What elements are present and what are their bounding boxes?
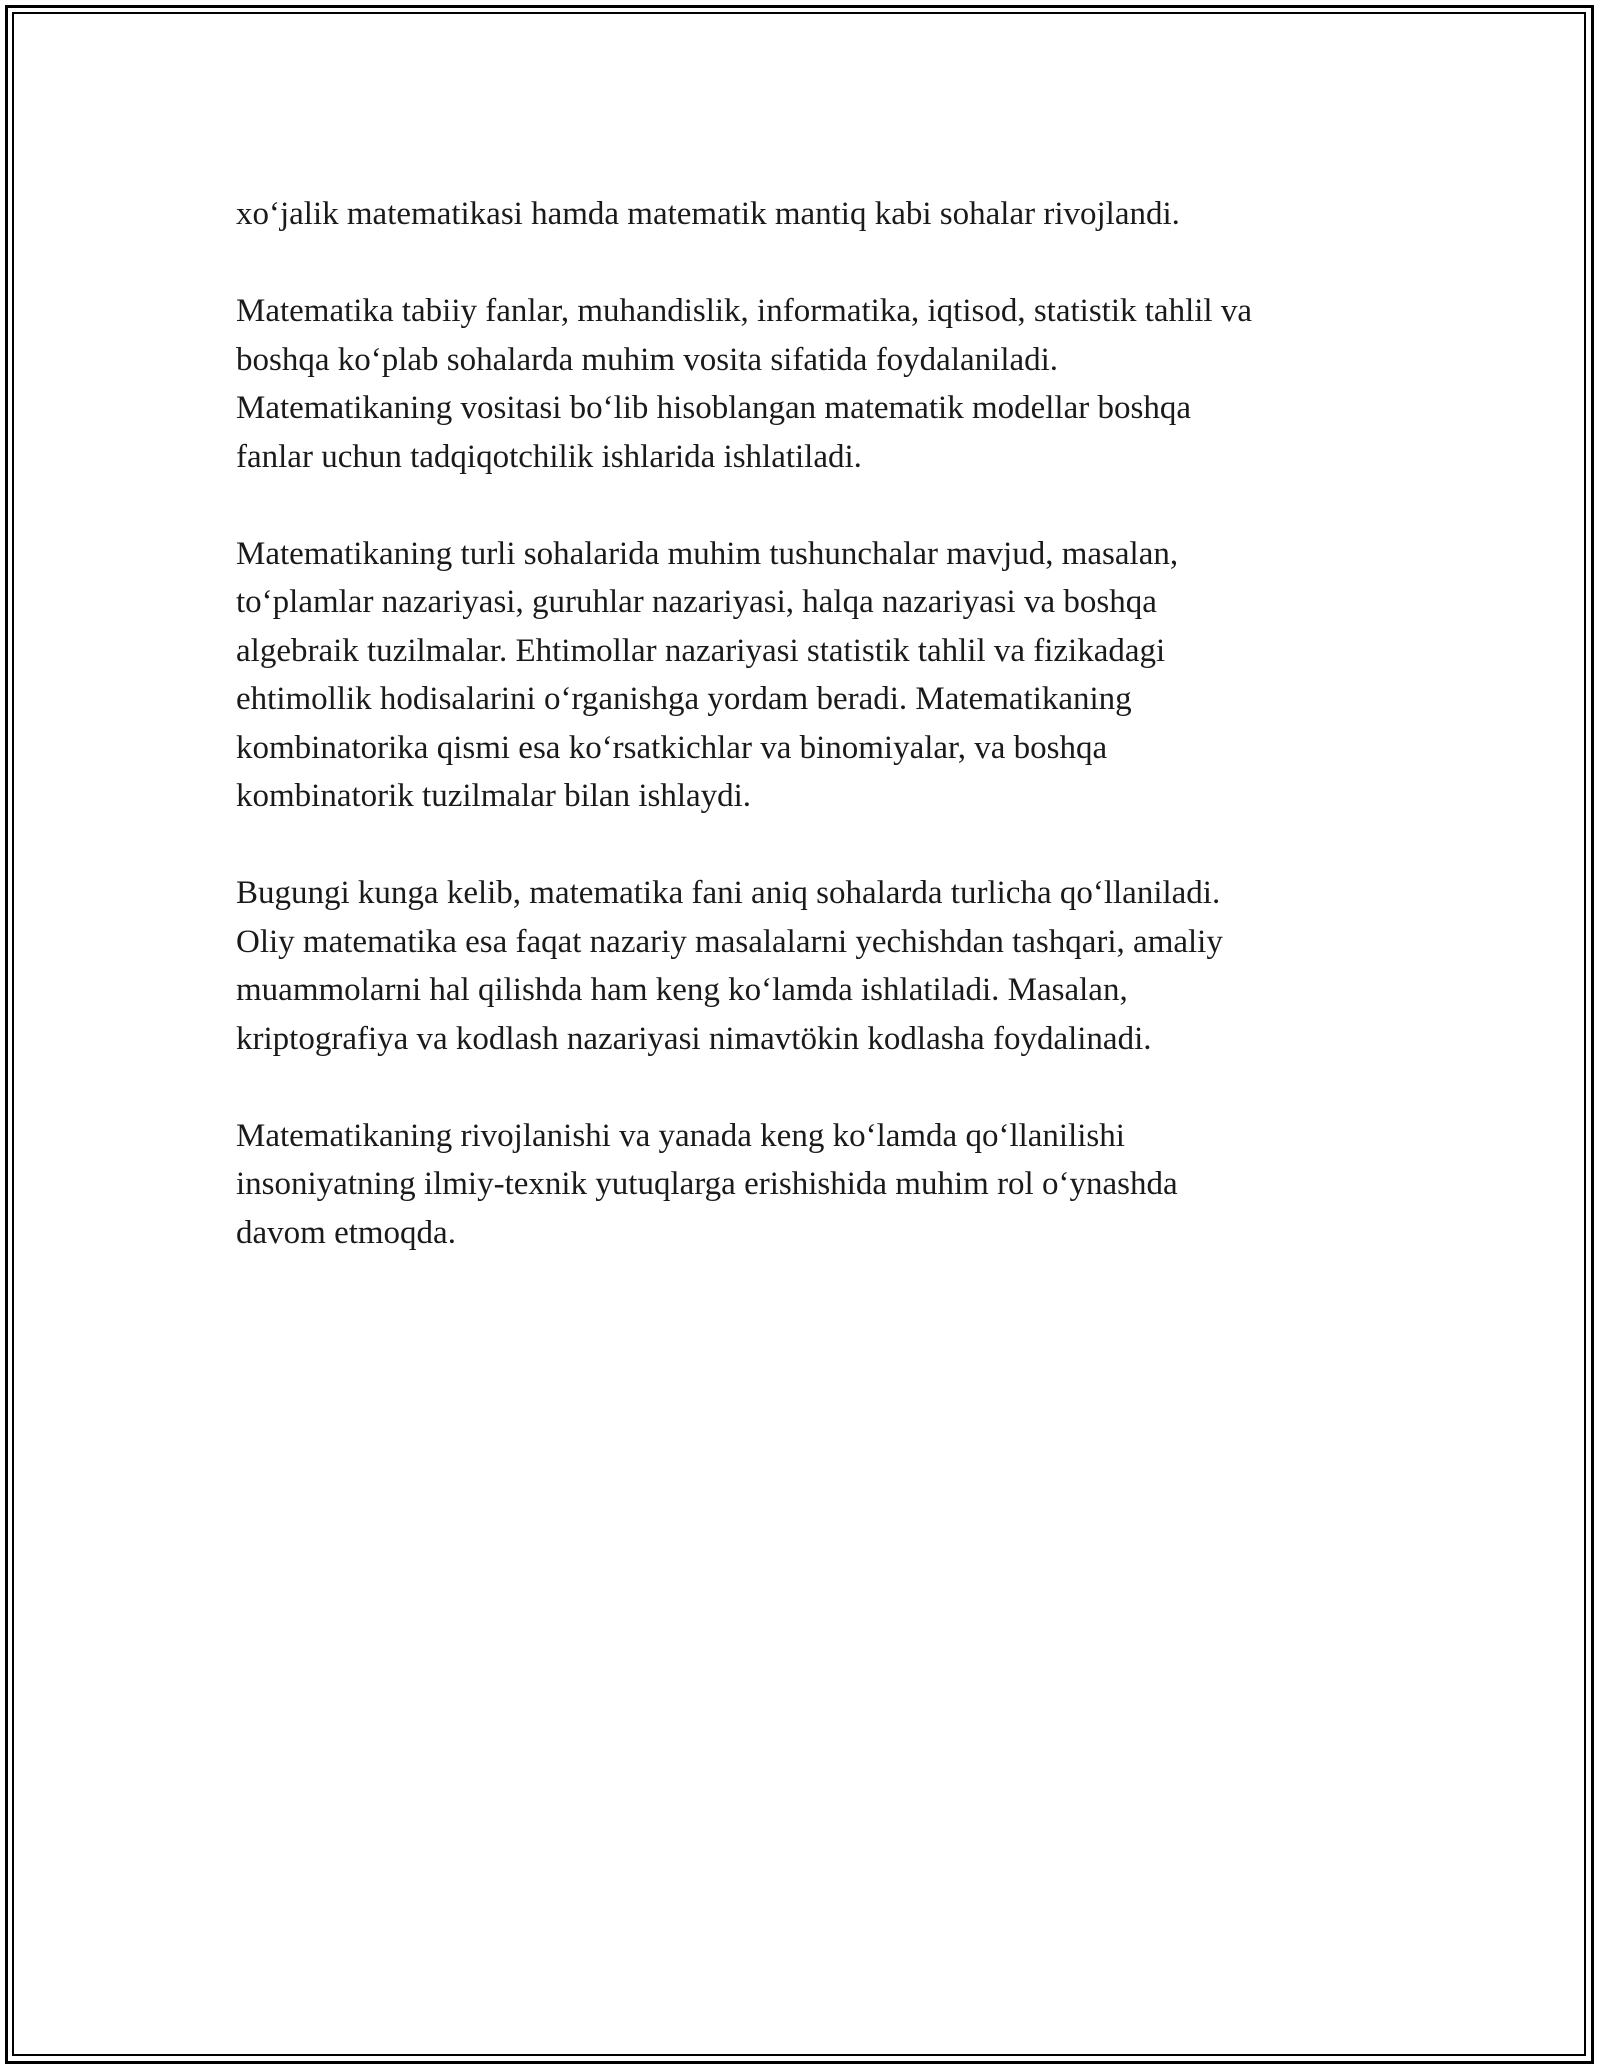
text-line: Bugungi kunga kelib, matematika fani aniq sohalarda turlicha qo‘llaniladi. xyxy=(236,875,1221,911)
text-line: Matematikaning turli sohalarida muhim tushunchalar mavjud, masalan, xyxy=(236,535,1179,572)
text-line: xo‘jalik matematikasi hamda matematik mantiq kabi sohalar rivojlandi. xyxy=(236,196,1180,232)
text-line: fanlar uchun tadqiqotchilik ishlarida ishlatiladi. xyxy=(236,438,862,475)
text-line: Matematika tabiiy fanlar, muhandislik, informatika, iqtisod, statistik tahlil va xyxy=(236,293,1252,329)
text-line: to‘plamlar nazariyasi, guruhlar nazariyasi, halqa nazariyasi va boshqa xyxy=(236,584,1157,620)
text-line: kombinatorik tuzilmalar bilan ishlaydi. xyxy=(236,778,752,814)
text-line: boshqa ko‘plab sohalarda muhim vosita sifatida foydalaniladi. xyxy=(236,341,1059,378)
paragraph-5 xyxy=(236,1112,1406,1258)
text-line: muammolarni hal qilishda ham keng ko‘lamda ishlatiladi. Masalan, xyxy=(236,972,1128,1008)
text-line: algebraik tuzilmalar. Ehtimollar nazariyasi statistik tahlil va fizikadagi xyxy=(236,632,1166,669)
paragraph-2 xyxy=(236,287,1406,481)
text-line: ehtimollik hodisalarini o‘rganishga yordam beradi. Matematikaning xyxy=(236,681,1132,717)
paragraph-3 xyxy=(236,530,1406,821)
text-line: kombinatorika qismi esa ko‘rsatkichlar va binomiyalar, va boshqa xyxy=(236,729,1108,766)
paragraph-4 xyxy=(236,869,1406,1063)
text-line: insoniyatning ilmiy-texnik yutuqlarga erishishida muhim rol o‘ynashda xyxy=(236,1166,1178,1202)
text-line: Matematikaning vositasi bo‘lib hisoblangan matematik modellar boshqa xyxy=(236,390,1191,426)
text-line: davom etmoqda. xyxy=(236,1214,456,1251)
text-line: Oliy matematika esa faqat nazariy masalalarni yechishdan tashqari, amaliy xyxy=(236,923,1223,960)
paragraph-1 xyxy=(236,190,1406,239)
text-line: Matematikaning rivojlanishi va yanada keng ko‘lamda qo‘llanilishi xyxy=(236,1117,1125,1154)
text-line: kriptografiya va kodlash nazariyasi nimavtökin kodlasha foydalinadi. xyxy=(236,1020,1152,1057)
document-body xyxy=(236,190,1406,1306)
